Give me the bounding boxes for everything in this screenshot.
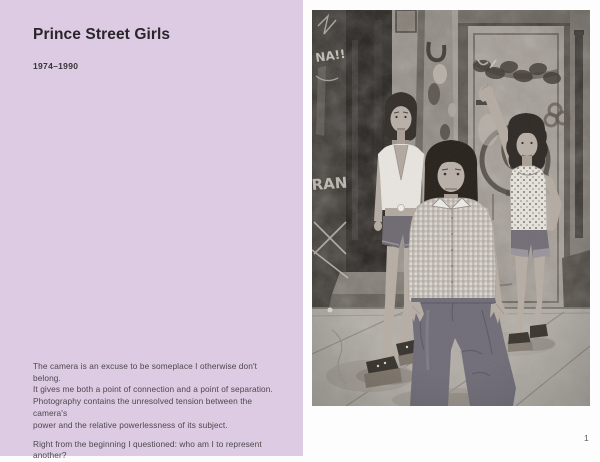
right-page (303, 0, 600, 456)
date-range: 1974–1990 (33, 61, 79, 71)
photograph (312, 10, 590, 406)
quote-closing-line: Right from the beginning I questioned: who am I to represent another? (33, 438, 262, 461)
page-number: 1 (584, 433, 589, 443)
vignette (312, 10, 590, 406)
artist-statement (33, 361, 283, 462)
quote-line: Photography contains the unresolved tension between the camera's (33, 396, 253, 418)
quote-line: power and the relative powerlessness of its subject. (33, 419, 228, 430)
quote-line: The camera is an excuse to be someplace I otherwise don't belong. (33, 361, 258, 383)
photograph-frame (312, 10, 590, 406)
quote-line: It gives me both a point of connection and a point of separation. (33, 384, 273, 395)
page-title: Prince Street Girls (33, 26, 171, 43)
